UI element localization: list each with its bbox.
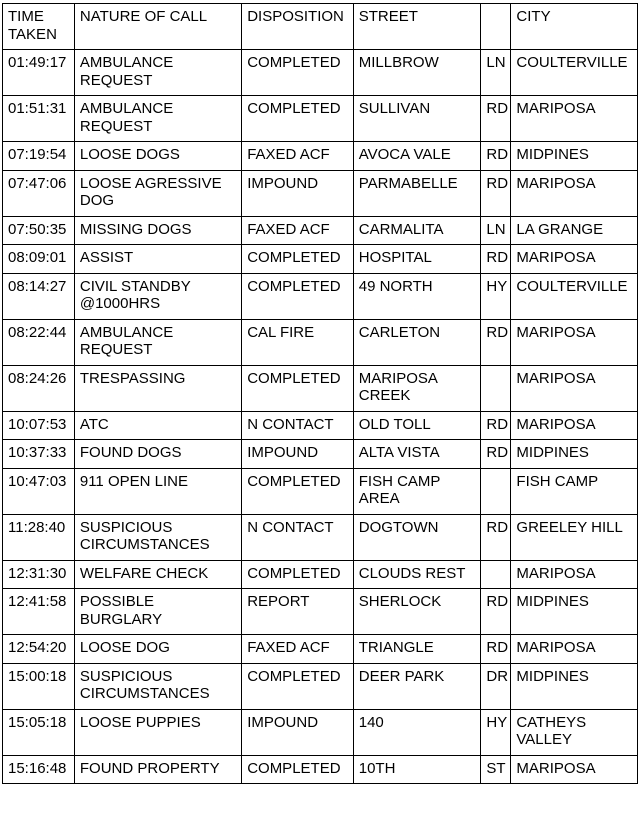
table-row <box>3 319 638 365</box>
cell-nature-of-call: LOOSE PUPPIES <box>74 709 241 755</box>
cell-city: LA GRANGE <box>511 216 638 245</box>
cell-nature-of-call: POSSIBLE BURGLARY <box>74 589 241 635</box>
cell-nature-of-call: AMBULANCE REQUEST <box>74 50 241 96</box>
cell-disposition: COMPLETED <box>242 663 354 709</box>
cell-street: ALTA VISTA <box>353 440 481 469</box>
cell-time-taken: 08:24:26 <box>3 365 75 411</box>
table-row <box>3 560 638 589</box>
cell-disposition: COMPLETED <box>242 245 354 274</box>
cell-city: MARIPOSA <box>511 635 638 664</box>
cell-nature-of-call: SUSPICIOUS CIRCUMSTANCES <box>74 514 241 560</box>
cell-nature-of-call: LOOSE DOGS <box>74 142 241 171</box>
cell-street-suffix: RD <box>481 440 511 469</box>
cell-nature-of-call: ATC <box>74 411 241 440</box>
cell-time-taken: 11:28:40 <box>3 514 75 560</box>
cell-disposition: IMPOUND <box>242 170 354 216</box>
call-log-body <box>3 50 638 784</box>
table-row <box>3 170 638 216</box>
cell-disposition: IMPOUND <box>242 440 354 469</box>
header-time-taken: TIME TAKEN <box>3 4 75 50</box>
cell-street-suffix: DR <box>481 663 511 709</box>
cell-street-suffix: RD <box>481 142 511 171</box>
cell-time-taken: 15:16:48 <box>3 755 75 784</box>
cell-disposition: COMPLETED <box>242 468 354 514</box>
cell-street-suffix <box>481 560 511 589</box>
cell-time-taken: 10:07:53 <box>3 411 75 440</box>
header-row <box>3 4 638 50</box>
cell-city: MARIPOSA <box>511 560 638 589</box>
cell-time-taken: 08:09:01 <box>3 245 75 274</box>
table-row <box>3 514 638 560</box>
cell-time-taken: 07:19:54 <box>3 142 75 171</box>
cell-time-taken: 12:31:30 <box>3 560 75 589</box>
cell-city: MARIPOSA <box>511 96 638 142</box>
table-row <box>3 216 638 245</box>
cell-city: MIDPINES <box>511 142 638 171</box>
cell-street: PARMABELLE <box>353 170 481 216</box>
table-row <box>3 245 638 274</box>
cell-street-suffix: HY <box>481 273 511 319</box>
cell-city: MARIPOSA <box>511 755 638 784</box>
cell-time-taken: 10:37:33 <box>3 440 75 469</box>
cell-street: CLOUDS REST <box>353 560 481 589</box>
cell-street: DOGTOWN <box>353 514 481 560</box>
cell-nature-of-call: AMBULANCE REQUEST <box>74 96 241 142</box>
cell-city: MARIPOSA <box>511 245 638 274</box>
cell-disposition: N CONTACT <box>242 411 354 440</box>
cell-city: MARIPOSA <box>511 365 638 411</box>
cell-nature-of-call: WELFARE CHECK <box>74 560 241 589</box>
cell-nature-of-call: TRESPASSING <box>74 365 241 411</box>
cell-disposition: N CONTACT <box>242 514 354 560</box>
cell-time-taken: 12:41:58 <box>3 589 75 635</box>
cell-city: MARIPOSA <box>511 170 638 216</box>
cell-street: MILLBROW <box>353 50 481 96</box>
table-row <box>3 96 638 142</box>
header-street: STREET <box>353 4 481 50</box>
header-street-suffix <box>481 4 511 50</box>
table-row <box>3 663 638 709</box>
cell-city: COULTERVILLE <box>511 50 638 96</box>
table-row <box>3 50 638 96</box>
cell-time-taken: 15:05:18 <box>3 709 75 755</box>
table-row <box>3 635 638 664</box>
cell-street-suffix: RD <box>481 319 511 365</box>
cell-nature-of-call: CIVIL STANDBY @1000HRS <box>74 273 241 319</box>
cell-street: 49 NORTH <box>353 273 481 319</box>
cell-time-taken: 08:14:27 <box>3 273 75 319</box>
cell-city: MIDPINES <box>511 663 638 709</box>
cell-disposition: CAL FIRE <box>242 319 354 365</box>
cell-disposition: FAXED ACF <box>242 635 354 664</box>
cell-street: OLD TOLL <box>353 411 481 440</box>
table-row <box>3 142 638 171</box>
header-nature-of-call: NATURE OF CALL <box>74 4 241 50</box>
cell-city: MARIPOSA <box>511 319 638 365</box>
cell-street-suffix: ST <box>481 755 511 784</box>
cell-disposition: IMPOUND <box>242 709 354 755</box>
cell-time-taken: 07:47:06 <box>3 170 75 216</box>
table-row <box>3 589 638 635</box>
cell-street-suffix: RD <box>481 514 511 560</box>
table-row <box>3 440 638 469</box>
cell-nature-of-call: ASSIST <box>74 245 241 274</box>
cell-city: COULTERVILLE <box>511 273 638 319</box>
cell-street: TRIANGLE <box>353 635 481 664</box>
cell-time-taken: 07:50:35 <box>3 216 75 245</box>
cell-nature-of-call: SUSPICIOUS CIRCUMSTANCES <box>74 663 241 709</box>
cell-city: GREELEY HILL <box>511 514 638 560</box>
table-row <box>3 709 638 755</box>
cell-disposition: COMPLETED <box>242 365 354 411</box>
cell-street: AVOCA VALE <box>353 142 481 171</box>
table-row <box>3 411 638 440</box>
cell-street-suffix: RD <box>481 635 511 664</box>
cell-time-taken: 12:54:20 <box>3 635 75 664</box>
cell-nature-of-call: LOOSE DOG <box>74 635 241 664</box>
cell-street: 10TH <box>353 755 481 784</box>
cell-street: CARLETON <box>353 319 481 365</box>
cell-disposition: COMPLETED <box>242 50 354 96</box>
call-log-table <box>2 3 638 784</box>
cell-nature-of-call: FOUND PROPERTY <box>74 755 241 784</box>
cell-street-suffix <box>481 365 511 411</box>
table-row <box>3 755 638 784</box>
cell-street-suffix <box>481 468 511 514</box>
cell-nature-of-call: AMBULANCE REQUEST <box>74 319 241 365</box>
cell-nature-of-call: 911 OPEN LINE <box>74 468 241 514</box>
cell-street-suffix: RD <box>481 170 511 216</box>
cell-city: FISH CAMP <box>511 468 638 514</box>
cell-street: MARIPOSA CREEK <box>353 365 481 411</box>
cell-disposition: COMPLETED <box>242 755 354 784</box>
cell-street-suffix: RD <box>481 245 511 274</box>
table-row <box>3 273 638 319</box>
cell-street: DEER PARK <box>353 663 481 709</box>
cell-street-suffix: RD <box>481 96 511 142</box>
cell-disposition: COMPLETED <box>242 273 354 319</box>
cell-time-taken: 01:49:17 <box>3 50 75 96</box>
cell-time-taken: 10:47:03 <box>3 468 75 514</box>
cell-time-taken: 15:00:18 <box>3 663 75 709</box>
cell-disposition: FAXED ACF <box>242 216 354 245</box>
cell-street-suffix: LN <box>481 216 511 245</box>
header-disposition: DISPOSITION <box>242 4 354 50</box>
header-city: CITY <box>511 4 638 50</box>
cell-disposition: COMPLETED <box>242 560 354 589</box>
cell-time-taken: 08:22:44 <box>3 319 75 365</box>
cell-street-suffix: RD <box>481 589 511 635</box>
table-row <box>3 468 638 514</box>
cell-street: SULLIVAN <box>353 96 481 142</box>
cell-nature-of-call: LOOSE AGRESSIVE DOG <box>74 170 241 216</box>
cell-street: FISH CAMP AREA <box>353 468 481 514</box>
cell-street-suffix: HY <box>481 709 511 755</box>
cell-nature-of-call: MISSING DOGS <box>74 216 241 245</box>
cell-nature-of-call: FOUND DOGS <box>74 440 241 469</box>
cell-street-suffix: RD <box>481 411 511 440</box>
cell-city: MIDPINES <box>511 440 638 469</box>
cell-city: CATHEYS VALLEY <box>511 709 638 755</box>
cell-city: MIDPINES <box>511 589 638 635</box>
cell-disposition: FAXED ACF <box>242 142 354 171</box>
cell-street: 140 <box>353 709 481 755</box>
cell-time-taken: 01:51:31 <box>3 96 75 142</box>
cell-disposition: COMPLETED <box>242 96 354 142</box>
cell-street-suffix: LN <box>481 50 511 96</box>
cell-city: MARIPOSA <box>511 411 638 440</box>
cell-street: SHERLOCK <box>353 589 481 635</box>
table-row <box>3 365 638 411</box>
cell-street: HOSPITAL <box>353 245 481 274</box>
cell-street: CARMALITA <box>353 216 481 245</box>
cell-disposition: REPORT <box>242 589 354 635</box>
